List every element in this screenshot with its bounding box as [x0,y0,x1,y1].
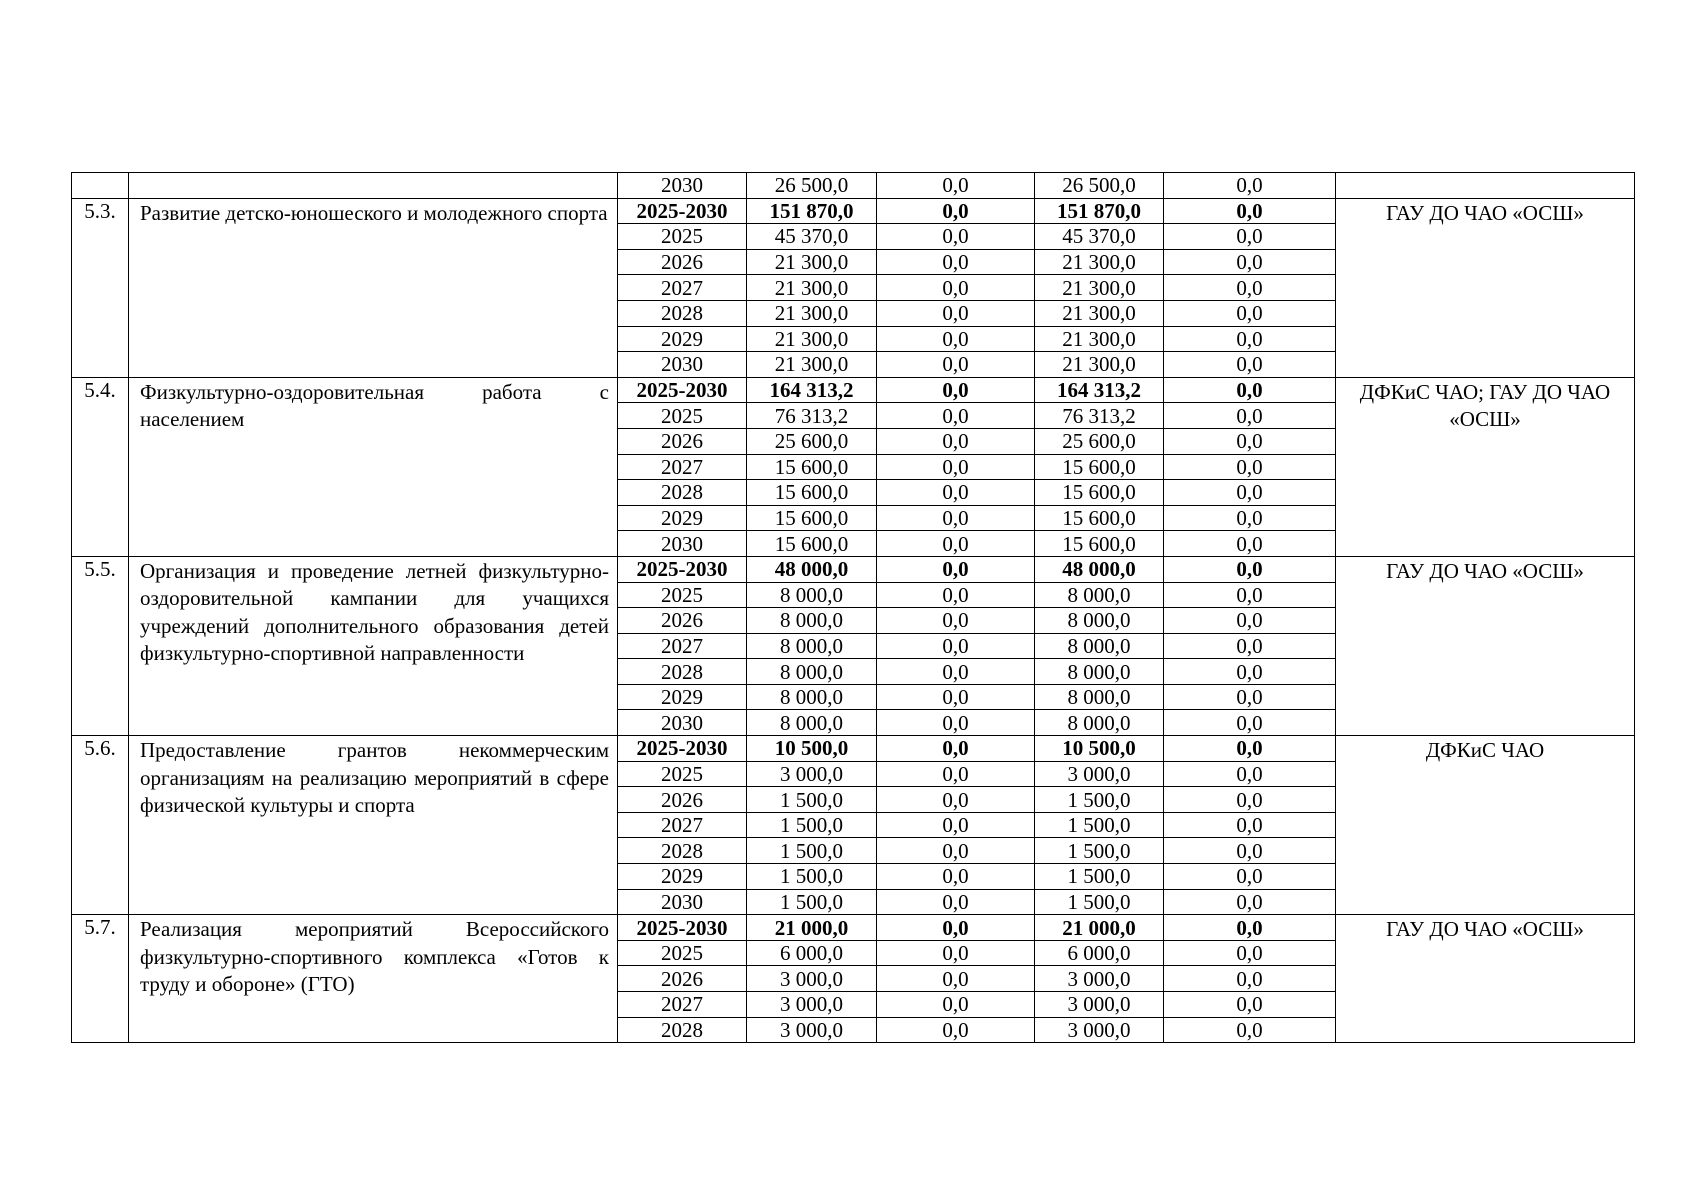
regional-amount-cell: 164 313,2 [1035,377,1164,403]
regional-amount-cell: 3 000,0 [1035,966,1164,992]
year-cell: 2026 [618,787,747,813]
federal-amount-cell: 0,0 [877,326,1035,352]
year-cell: 2029 [618,326,747,352]
section-executor: ГАУ ДО ЧАО «ОСШ» [1336,915,1635,1043]
section-number: 5.7. [72,915,129,1043]
other-amount-cell: 0,0 [1164,608,1336,634]
section-total-row [72,377,1635,403]
year-cell: 2025 [618,224,747,250]
federal-amount-cell: 0,0 [877,403,1035,429]
federal-amount-cell: 0,0 [877,761,1035,787]
year-cell: 2025-2030 [618,198,747,224]
federal-amount-cell: 0,0 [877,428,1035,454]
total-amount-cell: 15 600,0 [747,480,877,506]
federal-amount-cell: 0,0 [877,582,1035,608]
regional-amount-cell: 151 870,0 [1035,198,1164,224]
section-number: 5.6. [72,736,129,915]
federal-amount-cell: 0,0 [877,198,1035,224]
total-amount-cell: 8 000,0 [747,582,877,608]
year-cell: 2025 [618,940,747,966]
other-amount-cell: 0,0 [1164,428,1336,454]
other-amount-cell: 0,0 [1164,326,1336,352]
year-cell: 2025-2030 [618,736,747,762]
other-amount-cell: 0,0 [1164,352,1336,378]
total-amount-cell: 8 000,0 [747,659,877,685]
section-executor: ГАУ ДО ЧАО «ОСШ» [1336,198,1635,377]
total-amount-cell: 1 500,0 [747,838,877,864]
federal-amount-cell: 0,0 [877,787,1035,813]
other-amount-cell: 0,0 [1164,582,1336,608]
funding-table-body [72,173,1635,1043]
federal-amount-cell: 0,0 [877,915,1035,941]
regional-amount-cell: 1 500,0 [1035,812,1164,838]
federal-amount-cell: 0,0 [877,352,1035,378]
section-activity-name: Физкультурно-оздоровительная работа с населением [129,377,618,556]
year-cell: 2025 [618,582,747,608]
other-amount-cell: 0,0 [1164,300,1336,326]
federal-amount-cell: 0,0 [877,608,1035,634]
federal-amount-cell: 0,0 [877,1017,1035,1043]
regional-amount-cell: 21 300,0 [1035,326,1164,352]
year-cell: 2027 [618,992,747,1018]
year-cell: 2026 [618,966,747,992]
other-amount-cell: 0,0 [1164,761,1336,787]
other-amount-cell: 0,0 [1164,454,1336,480]
other-amount-cell: 0,0 [1164,736,1336,762]
total-amount-cell: 76 313,2 [747,403,877,429]
federal-amount-cell: 0,0 [877,940,1035,966]
total-amount-cell: 3 000,0 [747,992,877,1018]
year-cell: 2029 [618,684,747,710]
federal-amount-cell: 0,0 [877,505,1035,531]
federal-amount-cell: 0,0 [877,966,1035,992]
regional-amount-cell: 21 300,0 [1035,275,1164,301]
other-amount-cell: 0,0 [1164,710,1336,736]
federal-amount-cell: 0,0 [877,864,1035,890]
section-number: 5.4. [72,377,129,556]
regional-amount-cell: 45 370,0 [1035,224,1164,250]
section-executor: ГАУ ДО ЧАО «ОСШ» [1336,556,1635,735]
year-cell: 2027 [618,275,747,301]
empty-executor-cell [1336,173,1635,199]
year-cell: 2028 [618,659,747,685]
other-amount-cell: 0,0 [1164,403,1336,429]
year-cell: 2026 [618,428,747,454]
regional-amount-cell: 8 000,0 [1035,633,1164,659]
section-executor: ДФКиС ЧАО [1336,736,1635,915]
total-amount-cell: 15 600,0 [747,454,877,480]
federal-amount-cell: 0,0 [877,659,1035,685]
year-cell: 2026 [618,608,747,634]
other-amount-cell: 0,0 [1164,940,1336,966]
regional-amount-cell: 21 000,0 [1035,915,1164,941]
other-amount-cell: 0,0 [1164,812,1336,838]
empty-number-cell [72,173,129,199]
section-number: 5.5. [72,556,129,735]
federal-amount-cell: 0,0 [877,684,1035,710]
regional-amount-cell: 3 000,0 [1035,1017,1164,1043]
year-cell: 2025 [618,761,747,787]
total-amount-cell: 48 000,0 [747,556,877,582]
year-cell: 2028 [618,838,747,864]
regional-amount-cell: 8 000,0 [1035,582,1164,608]
regional-amount-cell: 8 000,0 [1035,684,1164,710]
other-amount-cell: 0,0 [1164,377,1336,403]
year-cell: 2027 [618,812,747,838]
year-cell: 2027 [618,454,747,480]
total-amount-cell: 15 600,0 [747,505,877,531]
federal-amount-cell: 0,0 [877,838,1035,864]
other-amount-cell: 0,0 [1164,659,1336,685]
total-amount-cell: 8 000,0 [747,684,877,710]
federal-amount-cell: 0,0 [877,992,1035,1018]
regional-amount-cell: 1 500,0 [1035,864,1164,890]
regional-amount-cell: 1 500,0 [1035,838,1164,864]
federal-amount-cell: 0,0 [877,224,1035,250]
federal-amount-cell: 0,0 [877,173,1035,199]
year-cell: 2030 [618,889,747,915]
total-amount-cell: 21 300,0 [747,249,877,275]
year-cell: 2028 [618,480,747,506]
regional-amount-cell: 8 000,0 [1035,608,1164,634]
regional-amount-cell: 3 000,0 [1035,761,1164,787]
federal-amount-cell: 0,0 [877,556,1035,582]
total-amount-cell: 25 600,0 [747,428,877,454]
federal-amount-cell: 0,0 [877,633,1035,659]
regional-amount-cell: 15 600,0 [1035,480,1164,506]
empty-name-cell [129,173,618,199]
regional-amount-cell: 48 000,0 [1035,556,1164,582]
federal-amount-cell: 0,0 [877,710,1035,736]
section-total-row [72,736,1635,762]
federal-amount-cell: 0,0 [877,300,1035,326]
regional-amount-cell: 15 600,0 [1035,531,1164,557]
regional-amount-cell: 1 500,0 [1035,787,1164,813]
year-cell: 2030 [618,173,747,199]
total-amount-cell: 3 000,0 [747,1017,877,1043]
federal-amount-cell: 0,0 [877,480,1035,506]
year-cell: 2029 [618,505,747,531]
year-cell: 2026 [618,249,747,275]
section-activity-name: Развитие детско-юношеского и молодежного спорта [129,198,618,377]
other-amount-cell: 0,0 [1164,684,1336,710]
regional-amount-cell: 1 500,0 [1035,889,1164,915]
total-amount-cell: 21 300,0 [747,352,877,378]
other-amount-cell: 0,0 [1164,787,1336,813]
continuation-row [72,173,1635,199]
regional-amount-cell: 8 000,0 [1035,710,1164,736]
total-amount-cell: 6 000,0 [747,940,877,966]
regional-amount-cell: 26 500,0 [1035,173,1164,199]
other-amount-cell: 0,0 [1164,249,1336,275]
other-amount-cell: 0,0 [1164,966,1336,992]
other-amount-cell: 0,0 [1164,915,1336,941]
total-amount-cell: 3 000,0 [747,761,877,787]
section-number: 5.3. [72,198,129,377]
federal-amount-cell: 0,0 [877,889,1035,915]
federal-amount-cell: 0,0 [877,812,1035,838]
total-amount-cell: 1 500,0 [747,812,877,838]
year-cell: 2030 [618,710,747,736]
regional-amount-cell: 76 313,2 [1035,403,1164,429]
regional-amount-cell: 25 600,0 [1035,428,1164,454]
other-amount-cell: 0,0 [1164,480,1336,506]
total-amount-cell: 8 000,0 [747,710,877,736]
other-amount-cell: 0,0 [1164,992,1336,1018]
federal-amount-cell: 0,0 [877,736,1035,762]
regional-amount-cell: 21 300,0 [1035,249,1164,275]
total-amount-cell: 15 600,0 [747,531,877,557]
regional-amount-cell: 15 600,0 [1035,505,1164,531]
year-cell: 2025-2030 [618,377,747,403]
other-amount-cell: 0,0 [1164,838,1336,864]
year-cell: 2030 [618,352,747,378]
regional-amount-cell: 21 300,0 [1035,300,1164,326]
year-cell: 2028 [618,1017,747,1043]
regional-amount-cell: 15 600,0 [1035,454,1164,480]
total-amount-cell: 45 370,0 [747,224,877,250]
other-amount-cell: 0,0 [1164,889,1336,915]
year-cell: 2025-2030 [618,915,747,941]
total-amount-cell: 21 300,0 [747,300,877,326]
total-amount-cell: 26 500,0 [747,173,877,199]
section-activity-name: Реализация мероприятий Всероссийского физкультурно-спортивного комплекса «Готов к труду и обороне» (ГТО) [129,915,618,1043]
total-amount-cell: 3 000,0 [747,966,877,992]
other-amount-cell: 0,0 [1164,633,1336,659]
other-amount-cell: 0,0 [1164,531,1336,557]
funding-table [71,172,1635,1043]
federal-amount-cell: 0,0 [877,377,1035,403]
other-amount-cell: 0,0 [1164,1017,1336,1043]
other-amount-cell: 0,0 [1164,275,1336,301]
total-amount-cell: 8 000,0 [747,608,877,634]
total-amount-cell: 21 300,0 [747,326,877,352]
federal-amount-cell: 0,0 [877,275,1035,301]
year-cell: 2025-2030 [618,556,747,582]
regional-amount-cell: 10 500,0 [1035,736,1164,762]
regional-amount-cell: 8 000,0 [1035,659,1164,685]
other-amount-cell: 0,0 [1164,173,1336,199]
section-total-row [72,915,1635,941]
other-amount-cell: 0,0 [1164,505,1336,531]
total-amount-cell: 21 300,0 [747,275,877,301]
total-amount-cell: 1 500,0 [747,889,877,915]
section-executor: ДФКиС ЧАО; ГАУ ДО ЧАО «ОСШ» [1336,377,1635,556]
section-total-row [72,198,1635,224]
other-amount-cell: 0,0 [1164,556,1336,582]
year-cell: 2025 [618,403,747,429]
section-activity-name: Предоставление грантов некоммерческим организациям на реализацию мероприятий в сфере физической культуры и спорта [129,736,618,915]
other-amount-cell: 0,0 [1164,224,1336,250]
total-amount-cell: 151 870,0 [747,198,877,224]
total-amount-cell: 21 000,0 [747,915,877,941]
other-amount-cell: 0,0 [1164,864,1336,890]
other-amount-cell: 0,0 [1164,198,1336,224]
total-amount-cell: 10 500,0 [747,736,877,762]
regional-amount-cell: 21 300,0 [1035,352,1164,378]
year-cell: 2030 [618,531,747,557]
section-activity-name: Организация и проведение летней физкультурно-оздоровительной кампании для учащихся учреждений дополнительного образования детей физкультурно-спортивной направленности [129,556,618,735]
total-amount-cell: 1 500,0 [747,787,877,813]
regional-amount-cell: 6 000,0 [1035,940,1164,966]
total-amount-cell: 8 000,0 [747,633,877,659]
federal-amount-cell: 0,0 [877,454,1035,480]
year-cell: 2027 [618,633,747,659]
year-cell: 2029 [618,864,747,890]
section-total-row [72,556,1635,582]
federal-amount-cell: 0,0 [877,531,1035,557]
federal-amount-cell: 0,0 [877,249,1035,275]
regional-amount-cell: 3 000,0 [1035,992,1164,1018]
total-amount-cell: 164 313,2 [747,377,877,403]
total-amount-cell: 1 500,0 [747,864,877,890]
year-cell: 2028 [618,300,747,326]
